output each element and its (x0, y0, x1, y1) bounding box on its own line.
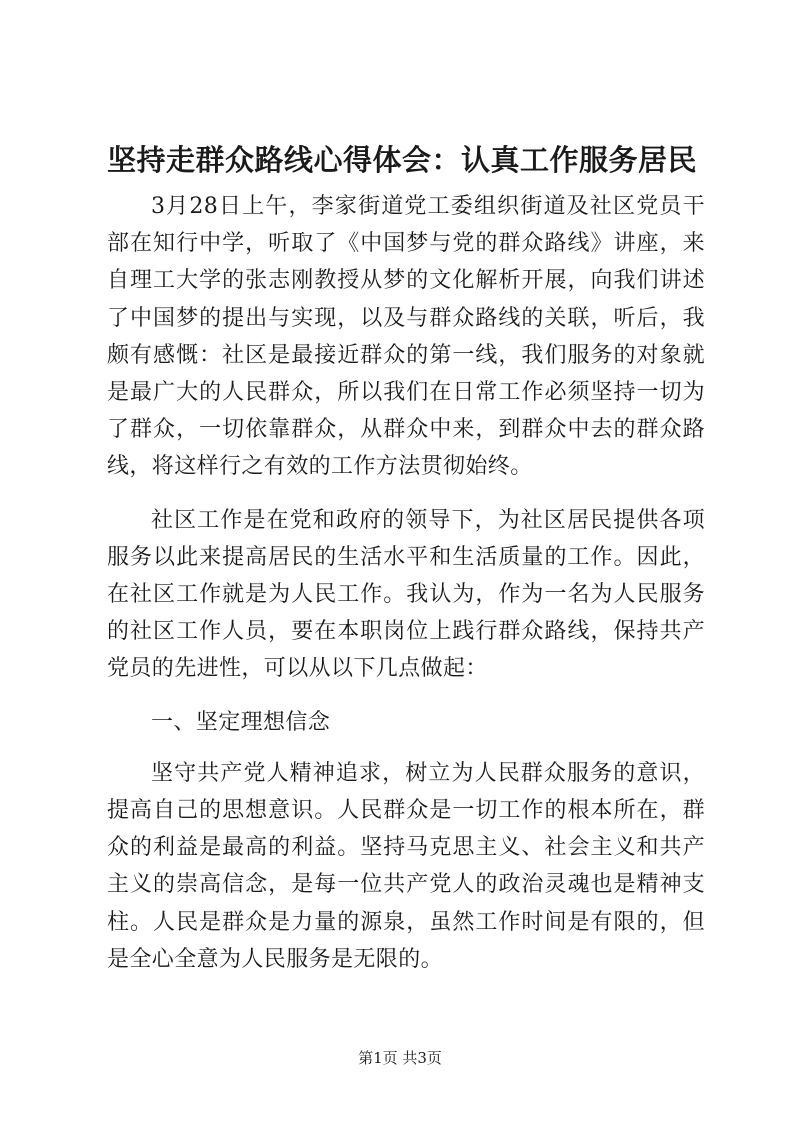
paragraph-lecture: 3月28日上午，李家街道党工委组织街道及社区党员干部在知行中学，听取了《中国梦与党的群众路线》讲座，来自理工大学的张志刚教授从梦的文化解析开展，向我们讲述了中国梦的提出与实现，以及与群众路线的关联，听后，我颇有感慨：社区是最接近群众的第一线，我们服务的对象就是最广大的人民群众，所以我们在日常工作必须坚持一切为了群众，一切依靠群众，从群众中来，到群众中去的群众路线，将这样行之有效的工作方法贯彻始终。 (107, 194, 705, 480)
paragraph-community-work: 社区工作是在党和政府的领导下，为社区居民提供各项服务以此来提高居民的生活水平和生活质量的工作。因此，在社区工作就是为人民工作。我认为，作为一名为人民服务的社区工作人员，要在本职岗位上践行群众路线，保持共产党员的先进性，可以从以下几点做起： (107, 507, 705, 682)
document-title: 坚持走群众路线心得体会：认真工作服务居民 (107, 143, 698, 177)
document-body (107, 188, 705, 994)
page-number-footer: 第1页 共3页 (358, 1049, 442, 1067)
paragraph-ideals: 坚守共产党人精神追求，树立为人民群众服务的意识，提高自己的思想意识。人民群众是一切工作的根本所在，群众的利益是最高的利益。坚持马克思主义、社会主义和共产主义的崇高信念，是每一位共产党人的政治灵魂也是精神支柱。人民是群众是力量的源泉，虽然工作时间是有限的，但是全心全意为人民服务是无限的。 (107, 760, 705, 972)
section-heading-ideals: 一、坚定理想信念 (151, 709, 331, 735)
